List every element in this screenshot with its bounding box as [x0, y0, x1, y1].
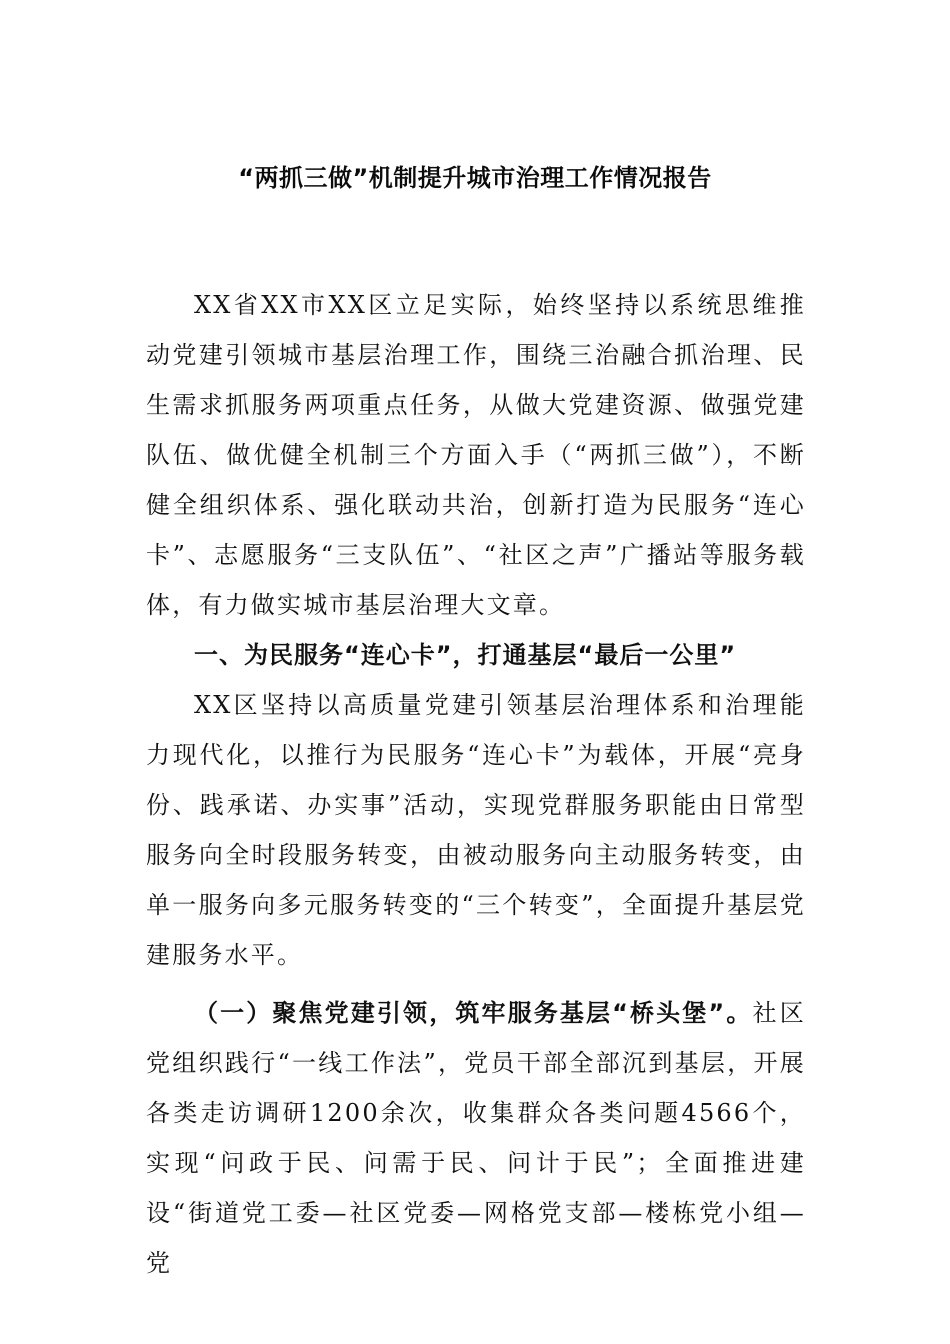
subsection-paragraph [146, 988, 806, 1288]
section-paragraph: XX区坚持以高质量党建引领基层治理体系和治理能力现代化，以推行为民服务“连心卡”为载体，开展“亮身份、践承诺、办实事”活动，实现党群服务职能由日常型服务向全时段服务转变，由被动服务向主动服务转变，由单一服务向多元服务转变的“三个转变”，全面提升基层党建服务水平。 [146, 691, 806, 969]
document-body [146, 280, 806, 1288]
document-title: “两抓三做”机制提升城市治理工作情况报告 [238, 164, 712, 192]
subsection-title: （一）聚焦党建引领，筑牢服务基层“桥头堡”。 [194, 999, 753, 1027]
section-heading: 一、为民服务“连心卡”，打通基层“最后一公里” [194, 641, 737, 669]
subsection-body: 社区党组织践行“一线工作法”，党员干部全部沉到基层，开展各类走访调研1200余次，收集群众各类问题4566个，实现“问政于民、问需于民、问计于民”；全面推进建设“街道党工委—社区党委—网格党支部—楼栋党小组—党 [146, 999, 807, 1277]
intro-paragraph: XX省XX市XX区立足实际，始终坚持以系统思维推动党建引领城市基层治理工作，围绕三治融合抓治理、民生需求抓服务两项重点任务，从做大党建资源、做强党建队伍、做优健全机制三个方面入手（“两抓三做”），不断健全组织体系、强化联动共治，创新打造为民服务“连心卡”、志愿服务“三支队伍”、“社区之声”广播站等服务载体，有力做实城市基层治理大文章。 [146, 291, 806, 619]
